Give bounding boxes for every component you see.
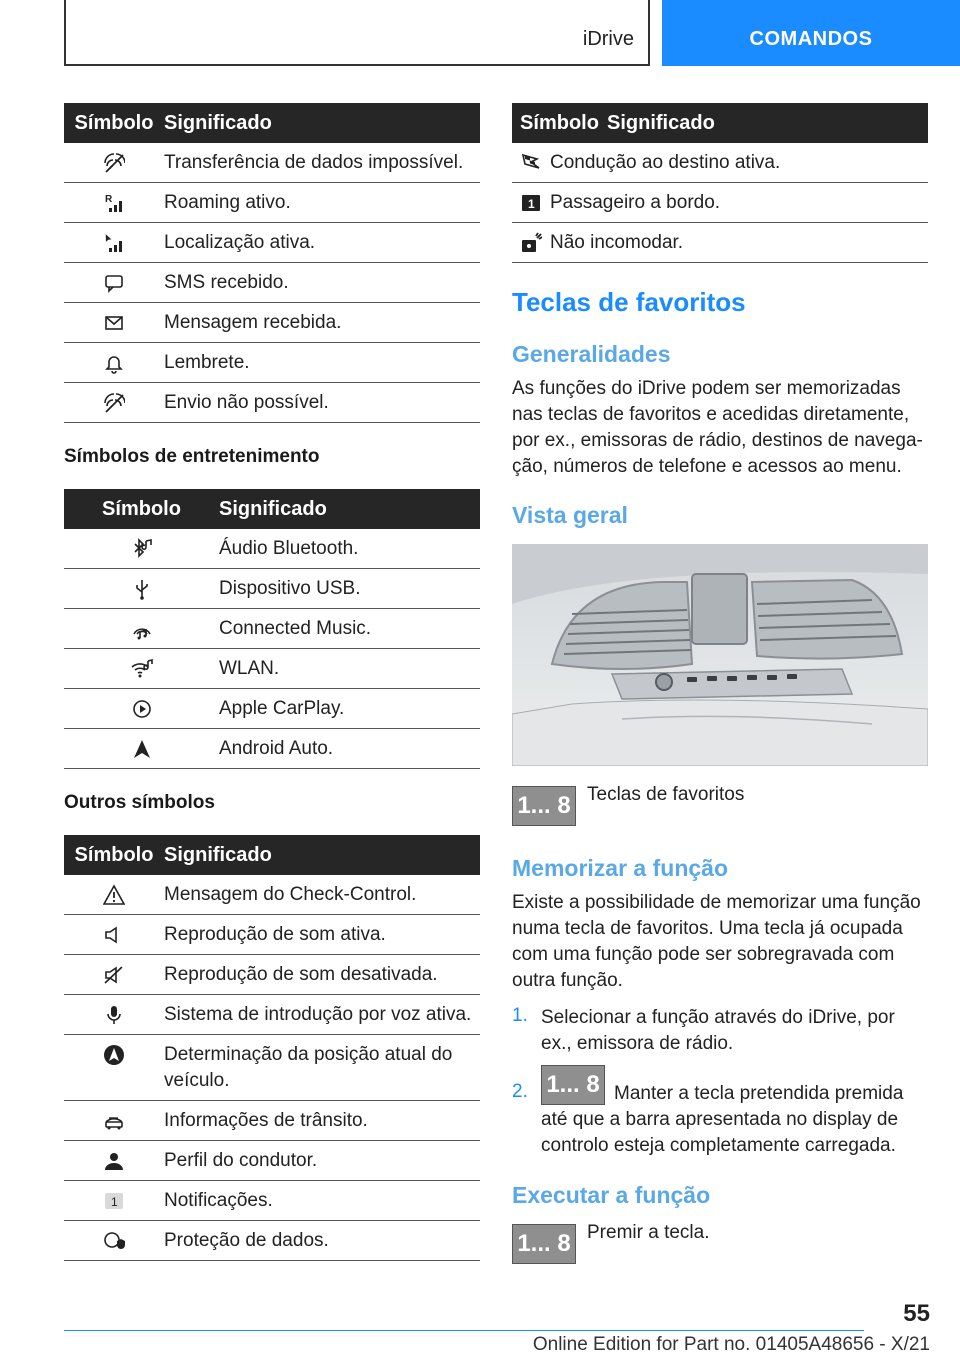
driver-profile-icon [103, 1150, 125, 1172]
meaning-cell: Determinação da posição atual do veículo. [164, 1044, 453, 1091]
symbol-cell [64, 529, 219, 568]
location-signal-icon [103, 232, 125, 254]
step-1-number: 1. [512, 1005, 528, 1026]
traffic-info-icon [103, 1110, 125, 1132]
passenger-icon [520, 192, 542, 214]
entertainment-symbols-table [64, 489, 480, 769]
symbol-cell [64, 875, 164, 914]
table-row [64, 569, 480, 609]
connected-music-icon [131, 618, 153, 640]
table-row [64, 729, 480, 769]
chapter-title: iDrive [582, 28, 634, 50]
step-2-number: 2. [512, 1081, 528, 1102]
table-header [64, 489, 480, 529]
table-row [64, 875, 480, 915]
table-row [512, 143, 928, 183]
store-heading: Memorizar a função [512, 855, 728, 881]
symbol-cell [64, 1221, 164, 1260]
table-row [64, 263, 480, 303]
table-row [64, 995, 480, 1035]
symbol-cell [64, 609, 219, 648]
table-row [512, 183, 928, 223]
step-2-text-a: Manter a tecla pretendida premida [614, 1083, 904, 1104]
carplay-icon [131, 698, 153, 720]
svg-text:1: 1 [528, 196, 535, 211]
col-symbol: Símbolo [102, 497, 181, 520]
dashboard-photo [512, 544, 928, 766]
symbol-cell [64, 995, 164, 1034]
general-paragraph: As funções do iDrive podem ser memorizadas nas teclas de favoritos e acedidas diretamente, por ex., emissoras de rádio, destinos de navega-ção, números de telefone e acessos ao menu. [512, 378, 923, 477]
meaning-cell: Apple CarPlay. [219, 698, 345, 719]
meaning-cell: Perfil do condutor. [164, 1150, 318, 1171]
symbol-cell [512, 143, 550, 182]
favorites-heading: Teclas de favoritos [512, 287, 746, 317]
table-row [64, 383, 480, 423]
mail-icon [103, 312, 125, 334]
favorite-keys-symbol: 1... 8 [512, 786, 576, 826]
execute-text: Premir a tecla. [587, 1222, 710, 1243]
table-row [64, 143, 480, 183]
meaning-cell: Lembrete. [164, 352, 250, 373]
meaning-cell: Reprodução de som desativada. [164, 964, 438, 985]
symbol-cell [512, 223, 550, 262]
symbol-cell [64, 649, 219, 688]
symbol-cell [64, 263, 164, 302]
table-row [64, 1101, 480, 1141]
table-row [64, 955, 480, 995]
col-meaning: Significado [219, 497, 327, 520]
destination-flag-icon [520, 152, 542, 174]
meaning-cell: Áudio Bluetooth. [219, 538, 359, 559]
meaning-cell: Proteção de dados. [164, 1230, 329, 1251]
section-heading-other: Outros símbolos [64, 792, 215, 813]
overview-heading: Vista geral [512, 502, 628, 528]
chapter-header [64, 0, 650, 66]
table-header [64, 835, 480, 875]
symbol-cell [64, 343, 164, 382]
col-meaning: Significado [164, 111, 272, 134]
bluetooth-audio-icon [131, 538, 153, 560]
col-symbol: Símbolo [74, 843, 154, 866]
meaning-cell: Transferência de dados impossível. [164, 152, 464, 173]
table-row [64, 183, 480, 223]
symbol-cell [64, 1141, 164, 1180]
speaker-icon [103, 924, 125, 946]
col-symbol: Símbolo [74, 111, 154, 134]
symbol-cell [64, 955, 164, 994]
footer-divider [64, 1330, 864, 1331]
meaning-cell: SMS recebido. [164, 272, 289, 293]
table-header [64, 103, 480, 143]
svg-text:1: 1 [111, 1194, 118, 1209]
svg-text:R: R [105, 193, 113, 205]
symbol-cell [64, 1181, 164, 1220]
symbol-cell [64, 729, 219, 768]
navigation-arrow-icon [103, 1044, 125, 1066]
symbol-cell [64, 223, 164, 262]
android-auto-icon [131, 738, 153, 760]
symbol-cell [64, 1035, 164, 1074]
no-data-transfer-icon [103, 152, 125, 174]
meaning-cell: Condução ao destino ativa. [550, 152, 781, 173]
symbol-cell [64, 143, 164, 182]
col-meaning: Significado [607, 111, 715, 134]
general-heading: Generalidades [512, 341, 671, 367]
bell-icon [103, 352, 125, 374]
speaker-off-icon [103, 964, 125, 986]
meaning-cell: Roaming ativo. [164, 192, 291, 213]
table-row [64, 689, 480, 729]
meaning-cell: Reprodução de som ativa. [164, 924, 386, 945]
sms-icon [103, 272, 125, 294]
meaning-cell: Mensagem recebida. [164, 312, 342, 333]
favorite-keys-symbol-execute: 1... 8 [512, 1224, 576, 1264]
symbol-cell [64, 915, 164, 954]
symbol-cell [64, 689, 219, 728]
section-heading-entertainment: Símbolos de entretenimento [64, 446, 320, 467]
table-row [64, 1141, 480, 1181]
meaning-cell: Sistema de introdução por voz ativa. [164, 1004, 472, 1025]
send-impossible-icon [103, 392, 125, 414]
meaning-cell: Não incomodar. [550, 232, 684, 253]
symbol-cell [512, 183, 550, 222]
meaning-cell: Android Auto. [219, 738, 334, 759]
meaning-cell: Dispositivo USB. [219, 578, 361, 599]
table-row [64, 1221, 480, 1261]
table-row [64, 915, 480, 955]
meaning-cell: Passageiro a bordo. [550, 192, 721, 213]
microphone-icon [103, 1004, 125, 1026]
symbol-cell [64, 569, 219, 608]
table-row [64, 529, 480, 569]
table-row [512, 223, 928, 263]
meaning-cell: Connected Music. [219, 618, 372, 639]
table-row [64, 1035, 480, 1101]
favorite-keys-symbol-inline: 1... 8 [541, 1065, 605, 1105]
key-caption: Teclas de favoritos [587, 784, 745, 805]
table-row [64, 303, 480, 343]
table-row [64, 649, 480, 689]
meaning-cell: Notificações. [164, 1190, 273, 1211]
edition-footer: Online Edition for Part no. 01405A48656 - X/21 [532, 1334, 930, 1355]
table-row [64, 223, 480, 263]
section-title: COMANDOS [749, 28, 873, 50]
meaning-cell: Mensagem do Check-Control. [164, 884, 417, 905]
symbol-cell [64, 1101, 164, 1140]
col-meaning: Significado [164, 843, 272, 866]
data-protection-icon [103, 1230, 125, 1252]
table-row [64, 1181, 480, 1221]
execute-heading: Executar a função [512, 1182, 711, 1208]
step-2-text-b: até que a barra apresentada no display de controlo esteja completamente carregada. [541, 1109, 899, 1156]
notification-icon [103, 1190, 125, 1212]
step-1-text: Selecionar a função através do iDrive, por ex., emissora de rádio. [541, 1007, 895, 1054]
symbol-cell [64, 303, 164, 342]
do-not-disturb-icon [520, 232, 542, 254]
usb-icon [131, 578, 153, 600]
warning-icon [103, 884, 125, 906]
symbol-cell [64, 383, 164, 422]
store-paragraph: Existe a possibilidade de memorizar uma função numa tecla de favoritos. Uma tecla já ocupada com uma função pode ser sobregravada com outra função. [512, 892, 921, 991]
other-symbols-table [64, 835, 480, 1261]
meaning-cell: Localização ativa. [164, 232, 316, 253]
table-row [64, 343, 480, 383]
section-tab [662, 0, 960, 66]
meaning-cell: WLAN. [219, 658, 280, 679]
table-row [64, 609, 480, 649]
wlan-icon [131, 658, 153, 680]
page-number: 55 [903, 1300, 930, 1327]
meaning-cell: Informações de trânsito. [164, 1110, 368, 1131]
symbol-cell [64, 183, 164, 222]
table-header [512, 103, 928, 143]
driving-symbols-table [512, 103, 928, 263]
col-symbol: Símbolo [520, 111, 599, 134]
status-symbols-table [64, 103, 480, 423]
meaning-cell: Envio não possível. [164, 392, 329, 413]
roaming-icon [103, 192, 125, 214]
